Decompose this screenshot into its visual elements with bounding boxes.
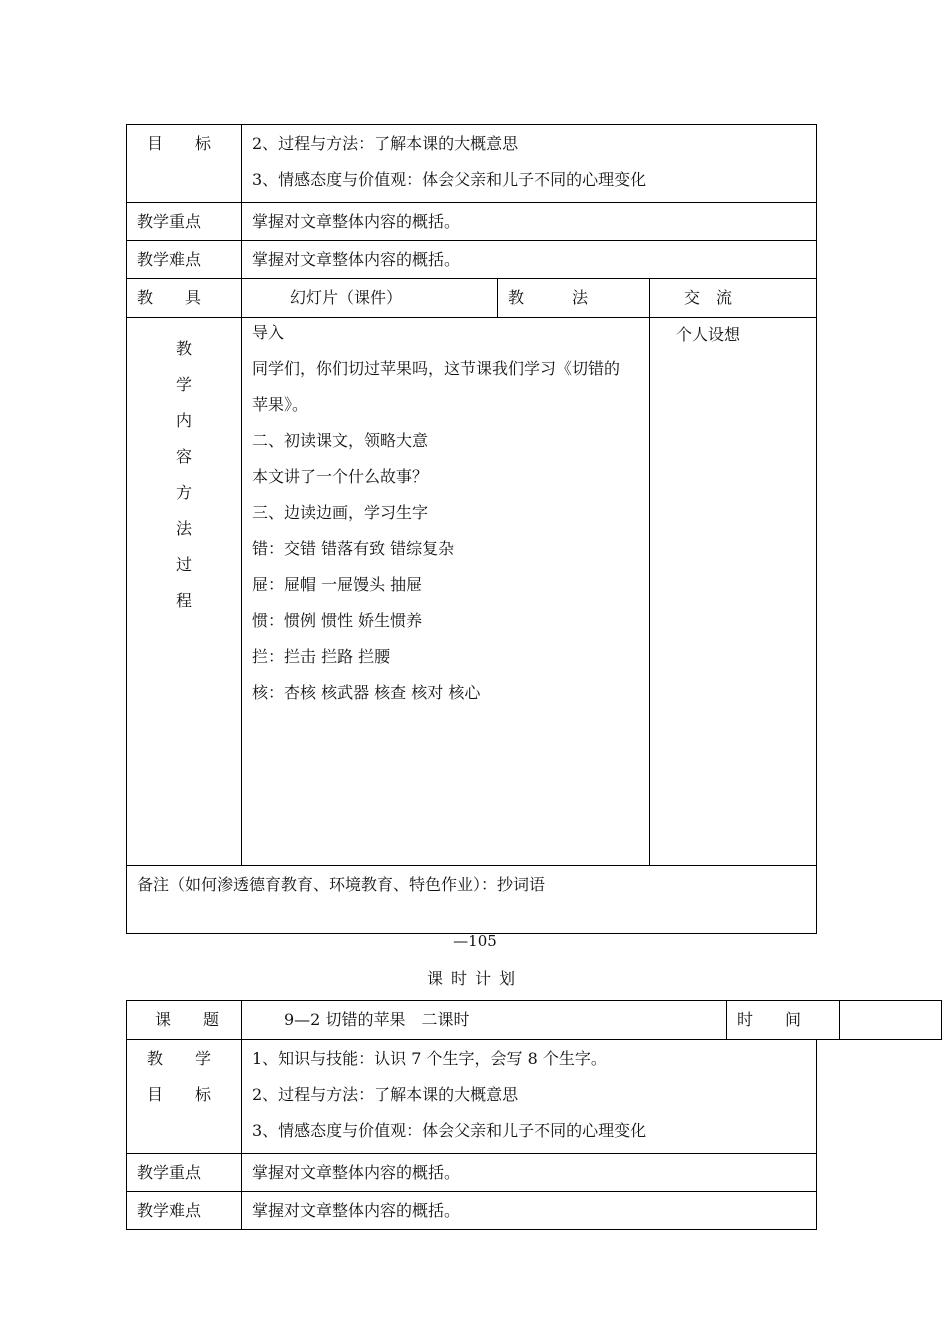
goal-label-bottom: 目 标 — [147, 1085, 212, 1104]
process-label-char: 方 — [175, 483, 192, 502]
tools-value: 幻灯片（课件） — [242, 279, 498, 318]
goal-line: 2、过程与方法：了解本课的大概意思 — [252, 1085, 519, 1104]
process-line: 核：杏核 核武器 核查 核对 核心 — [252, 683, 481, 702]
lesson-plan-table — [126, 1000, 942, 1040]
process-row — [127, 318, 817, 866]
process-line: 错：交错 错落有致 错综复杂 — [252, 539, 455, 558]
process-line: 导入 — [252, 323, 285, 342]
goal-content — [242, 125, 817, 203]
topic-label: 课 题 — [127, 1001, 242, 1040]
focus-label: 教学重点 — [127, 203, 242, 241]
process-content — [242, 318, 650, 866]
process-line: 同学们，你们切过苹果吗，这节课我们学习《切错的 — [252, 359, 621, 378]
goal-row — [127, 1040, 817, 1154]
topic-value: 9—2 切错的苹果 二课时 — [242, 1001, 727, 1040]
plan-title: 课时计划 — [426, 969, 523, 988]
goal-label — [127, 1040, 242, 1154]
difficulty-row — [127, 1192, 817, 1230]
process-line: 二、初读课文，领略大意 — [252, 431, 429, 450]
difficulty-text: 掌握对文章整体内容的概括。 — [242, 1192, 817, 1230]
process-line: 本文讲了一个什么故事？ — [252, 467, 429, 486]
process-label-char: 程 — [175, 591, 192, 610]
process-line: 苹果》。 — [252, 395, 309, 414]
topic-row — [127, 1001, 942, 1040]
goal-line: 1、知识与技能：认识 7 个生字，会写 8 个生字。 — [252, 1049, 607, 1068]
goal-line: 2、过程与方法：了解本课的大概意思 — [252, 134, 519, 153]
focus-text: 掌握对文章整体内容的概括。 — [242, 1154, 817, 1192]
lesson-table-continued — [126, 124, 817, 934]
process-label-char: 内 — [175, 411, 192, 430]
personal-notes: 个人设想 — [650, 318, 817, 866]
method-value: 交 流 — [650, 279, 817, 318]
goal-label-top: 教 学 — [147, 1049, 212, 1068]
difficulty-text: 掌握对文章整体内容的概括。 — [242, 241, 817, 279]
goal-content — [242, 1040, 817, 1154]
time-value — [840, 1001, 942, 1040]
focus-text: 掌握对文章整体内容的概括。 — [242, 203, 817, 241]
goal-row — [127, 125, 817, 203]
process-line: 拦：拦击 拦路 拦腰 — [252, 647, 391, 666]
lesson-plan-table-body — [126, 1039, 817, 1230]
note-text: 备注（如何渗透德育教育、环境教育、特色作业）：抄词语 — [127, 866, 817, 934]
process-label-char: 过 — [175, 555, 192, 574]
process-line: 屉：屉帽 一屉馒头 抽屉 — [252, 575, 423, 594]
process-label-char: 容 — [175, 447, 192, 466]
process-label-char: 教 — [175, 339, 192, 358]
difficulty-label: 教学难点 — [127, 241, 242, 279]
difficulty-row — [127, 241, 817, 279]
process-label-char: 学 — [175, 375, 192, 394]
process-label-char: 法 — [175, 519, 192, 538]
goal-label: 目 标 — [127, 125, 242, 203]
time-label: 时 间 — [727, 1001, 840, 1040]
goal-line: 3、情感态度与价值观：体会父亲和儿子不同的心理变化 — [252, 170, 647, 189]
note-row — [127, 866, 817, 934]
process-line: 三、边读边画，学习生字 — [252, 503, 429, 522]
page-number: —105 — [453, 932, 497, 950]
focus-label: 教学重点 — [127, 1154, 242, 1192]
process-line: 惯：惯例 惯性 娇生惯养 — [252, 611, 423, 630]
tools-row — [127, 279, 817, 318]
focus-row — [127, 203, 817, 241]
difficulty-label: 教学难点 — [127, 1192, 242, 1230]
focus-row — [127, 1154, 817, 1192]
goal-line: 3、情感态度与价值观：体会父亲和儿子不同的心理变化 — [252, 1121, 647, 1140]
method-label: 教 法 — [498, 279, 650, 318]
tools-label: 教 具 — [127, 279, 242, 318]
process-label — [127, 318, 242, 866]
